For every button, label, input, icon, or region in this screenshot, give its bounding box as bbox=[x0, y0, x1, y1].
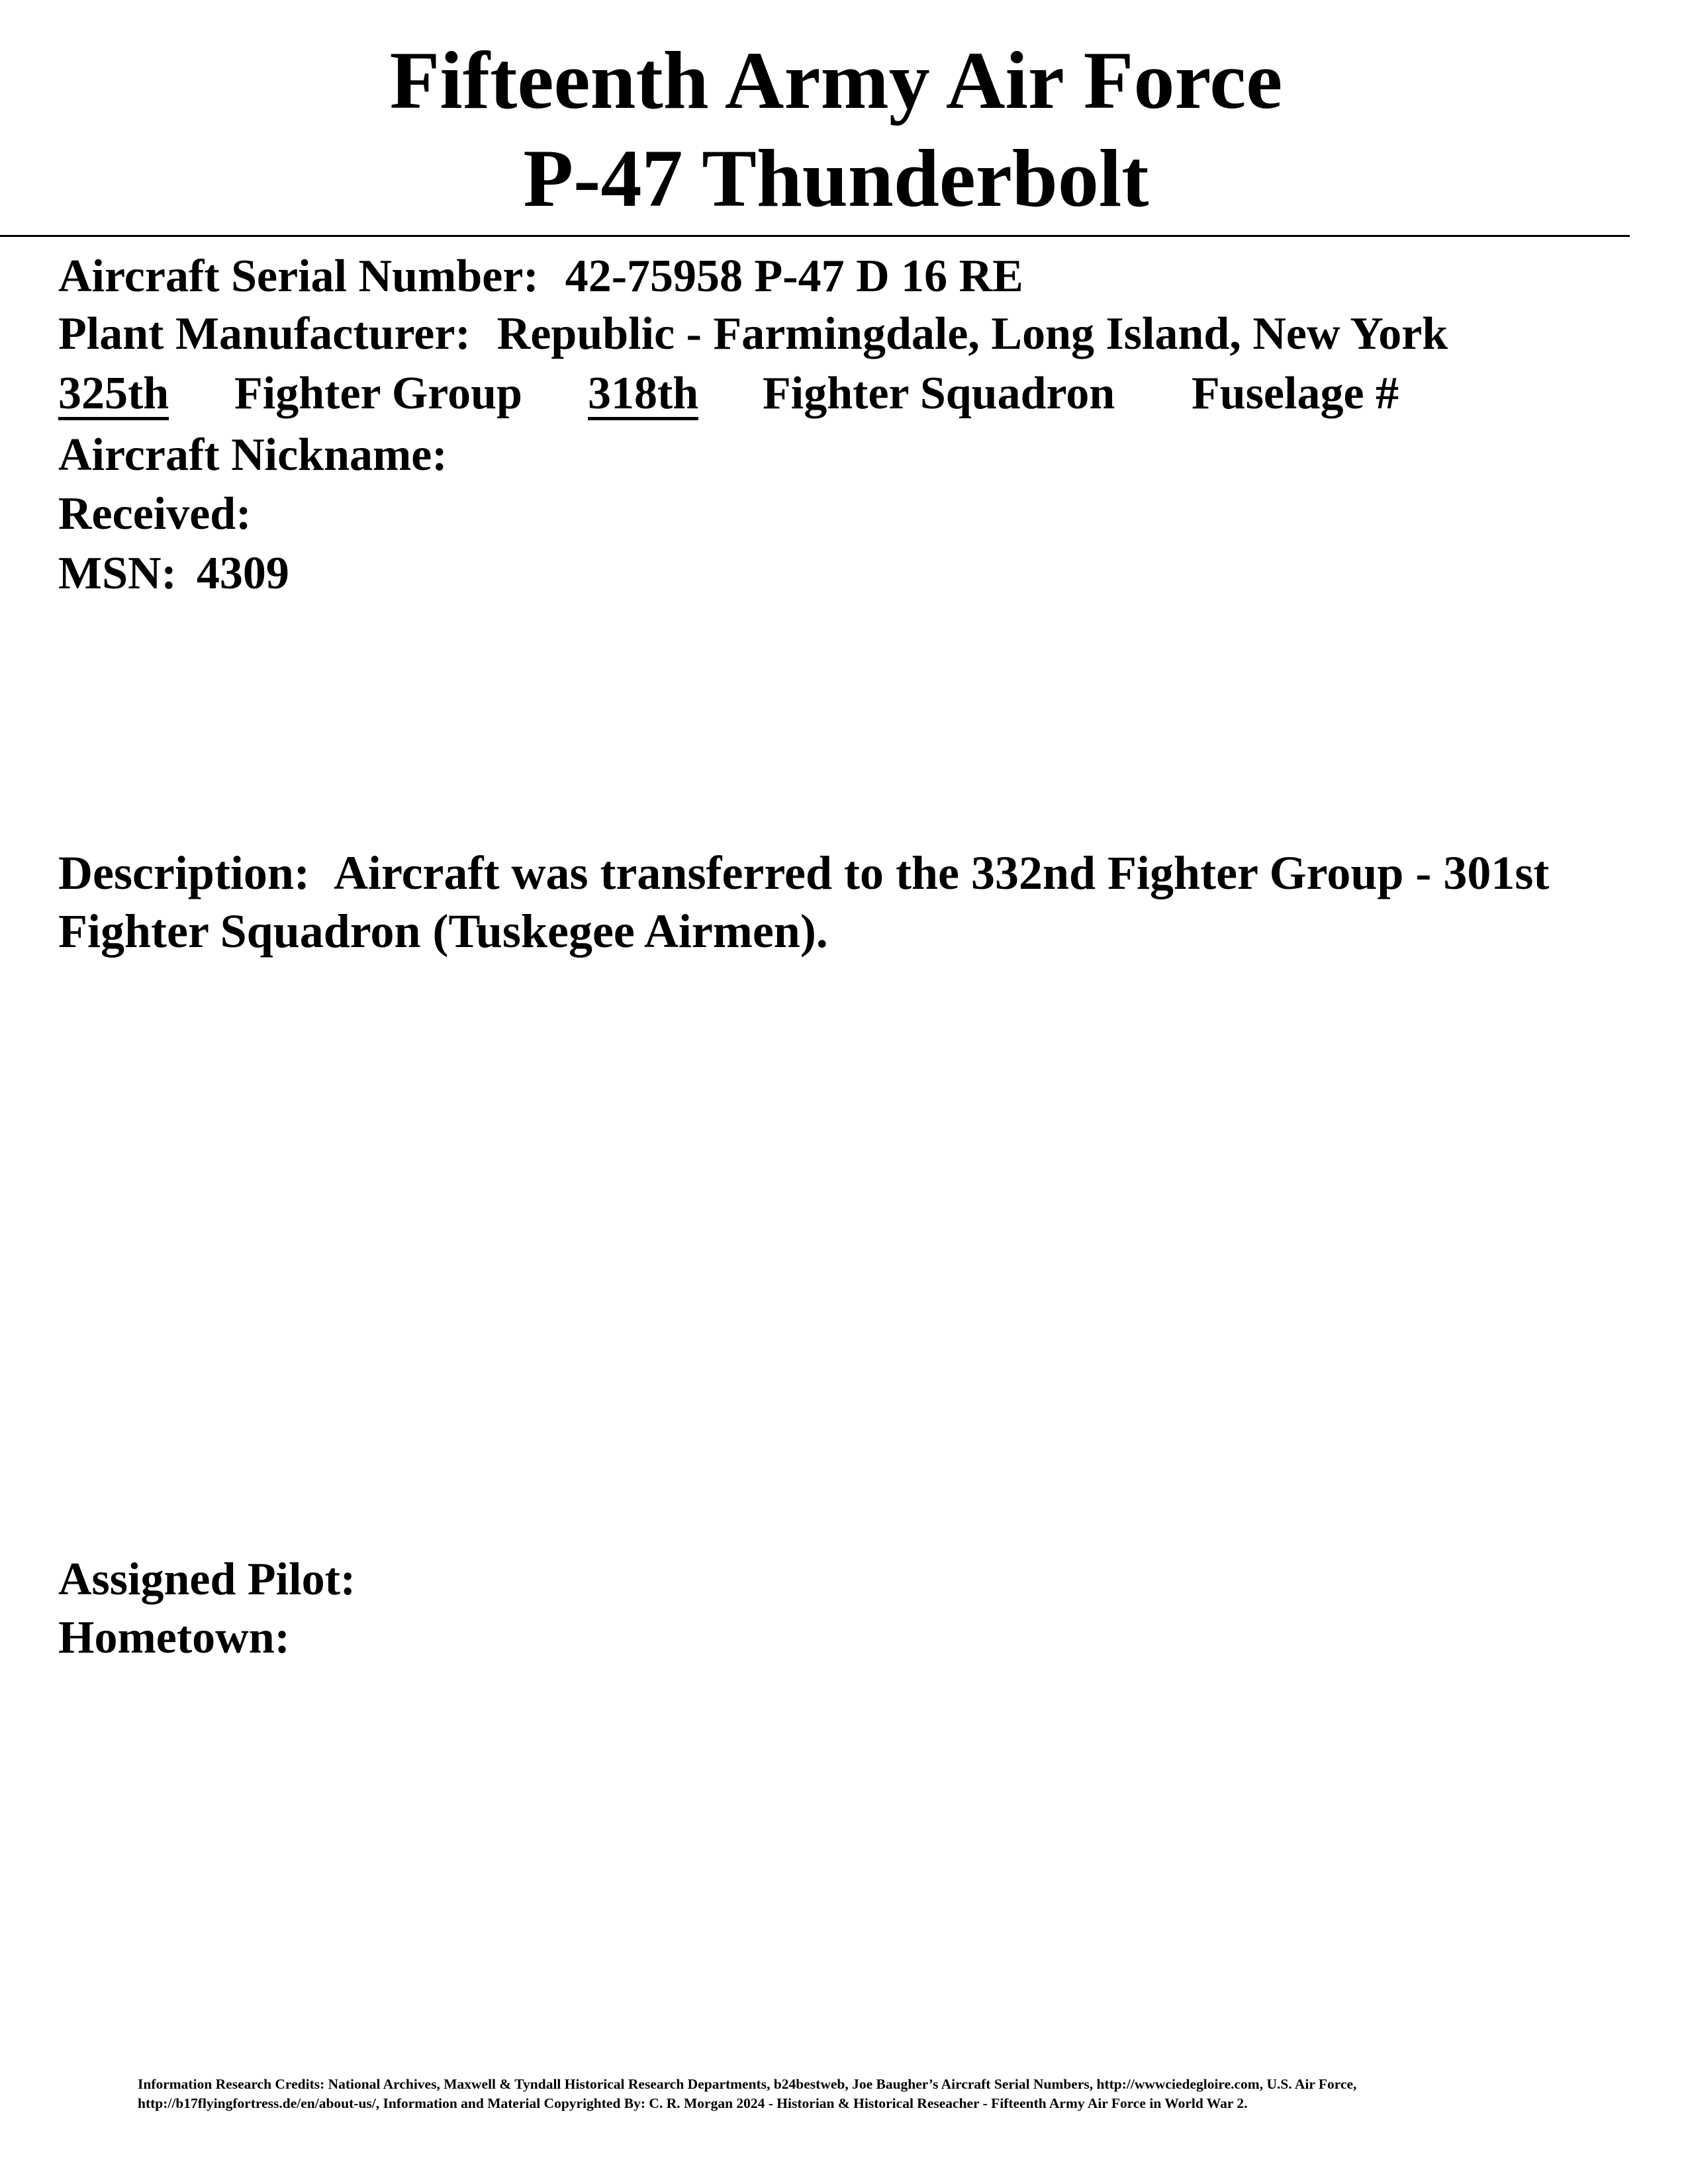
assigned-pilot-label: Assigned Pilot: bbox=[58, 1554, 356, 1605]
fighter-squadron-number: 318th bbox=[588, 368, 699, 419]
received-label: Received: bbox=[58, 488, 252, 539]
page-subtitle: P-47 Thunderbolt bbox=[523, 133, 1149, 224]
fighter-squadron-label: Fighter Squadron bbox=[763, 368, 1115, 419]
header-divider bbox=[0, 235, 1630, 237]
msn-row bbox=[58, 548, 289, 599]
serial-number-value: 42-75958 P-47 D 16 RE bbox=[565, 251, 1023, 302]
plant-manufacturer-label: Plant Manufacturer: bbox=[58, 308, 471, 359]
group-squadron-row bbox=[58, 368, 1634, 424]
description-text: Aircraft was transferred to the 332nd Fighter Group - 301st Fighter Squadron (Tuskegee Airmen). bbox=[58, 846, 1550, 958]
plant-manufacturer-row bbox=[58, 308, 1448, 359]
assigned-pilot-row bbox=[58, 1554, 382, 1605]
credits-line-2: http://b17flyingfortress.de/en/about-us/, Information and Material Copyrighted By: C. R. Morgan 2024 - Historian & Historical Reseacher - Fifteenth Army Air Force in World War 2. bbox=[138, 2095, 1248, 2111]
received-row bbox=[58, 488, 278, 539]
fuselage-number-label: Fuselage # bbox=[1192, 368, 1399, 419]
research-credits bbox=[138, 2075, 1620, 2113]
credits-line-1: Information Research Credits: National Archives, Maxwell & Tyndall Historical Research Departments, b24bestweb, Joe Baugher’s Aircraft Serial Numbers, http://wwwciedegloire.com, U.S. Air Force, bbox=[138, 2076, 1357, 2092]
msn-value: 4309 bbox=[196, 548, 289, 599]
hometown-label: Hometown: bbox=[58, 1612, 290, 1663]
serial-number-row bbox=[58, 253, 1023, 300]
hometown-row bbox=[58, 1612, 316, 1663]
serial-number-label: Aircraft Serial Number: bbox=[58, 251, 539, 302]
page-title: Fifteenth Army Air Force bbox=[389, 35, 1283, 126]
fighter-group-number: 325th bbox=[58, 368, 169, 419]
plant-manufacturer-value: Republic - Farmingdale, Long Island, New York bbox=[496, 308, 1448, 359]
aircraft-nickname-row bbox=[58, 432, 474, 478]
fighter-group-label: Fighter Group bbox=[234, 368, 522, 419]
description-label: Description: bbox=[58, 846, 310, 899]
msn-label: MSN: bbox=[58, 548, 177, 599]
description-block bbox=[58, 844, 1601, 960]
aircraft-nickname-label: Aircraft Nickname: bbox=[58, 430, 447, 480]
